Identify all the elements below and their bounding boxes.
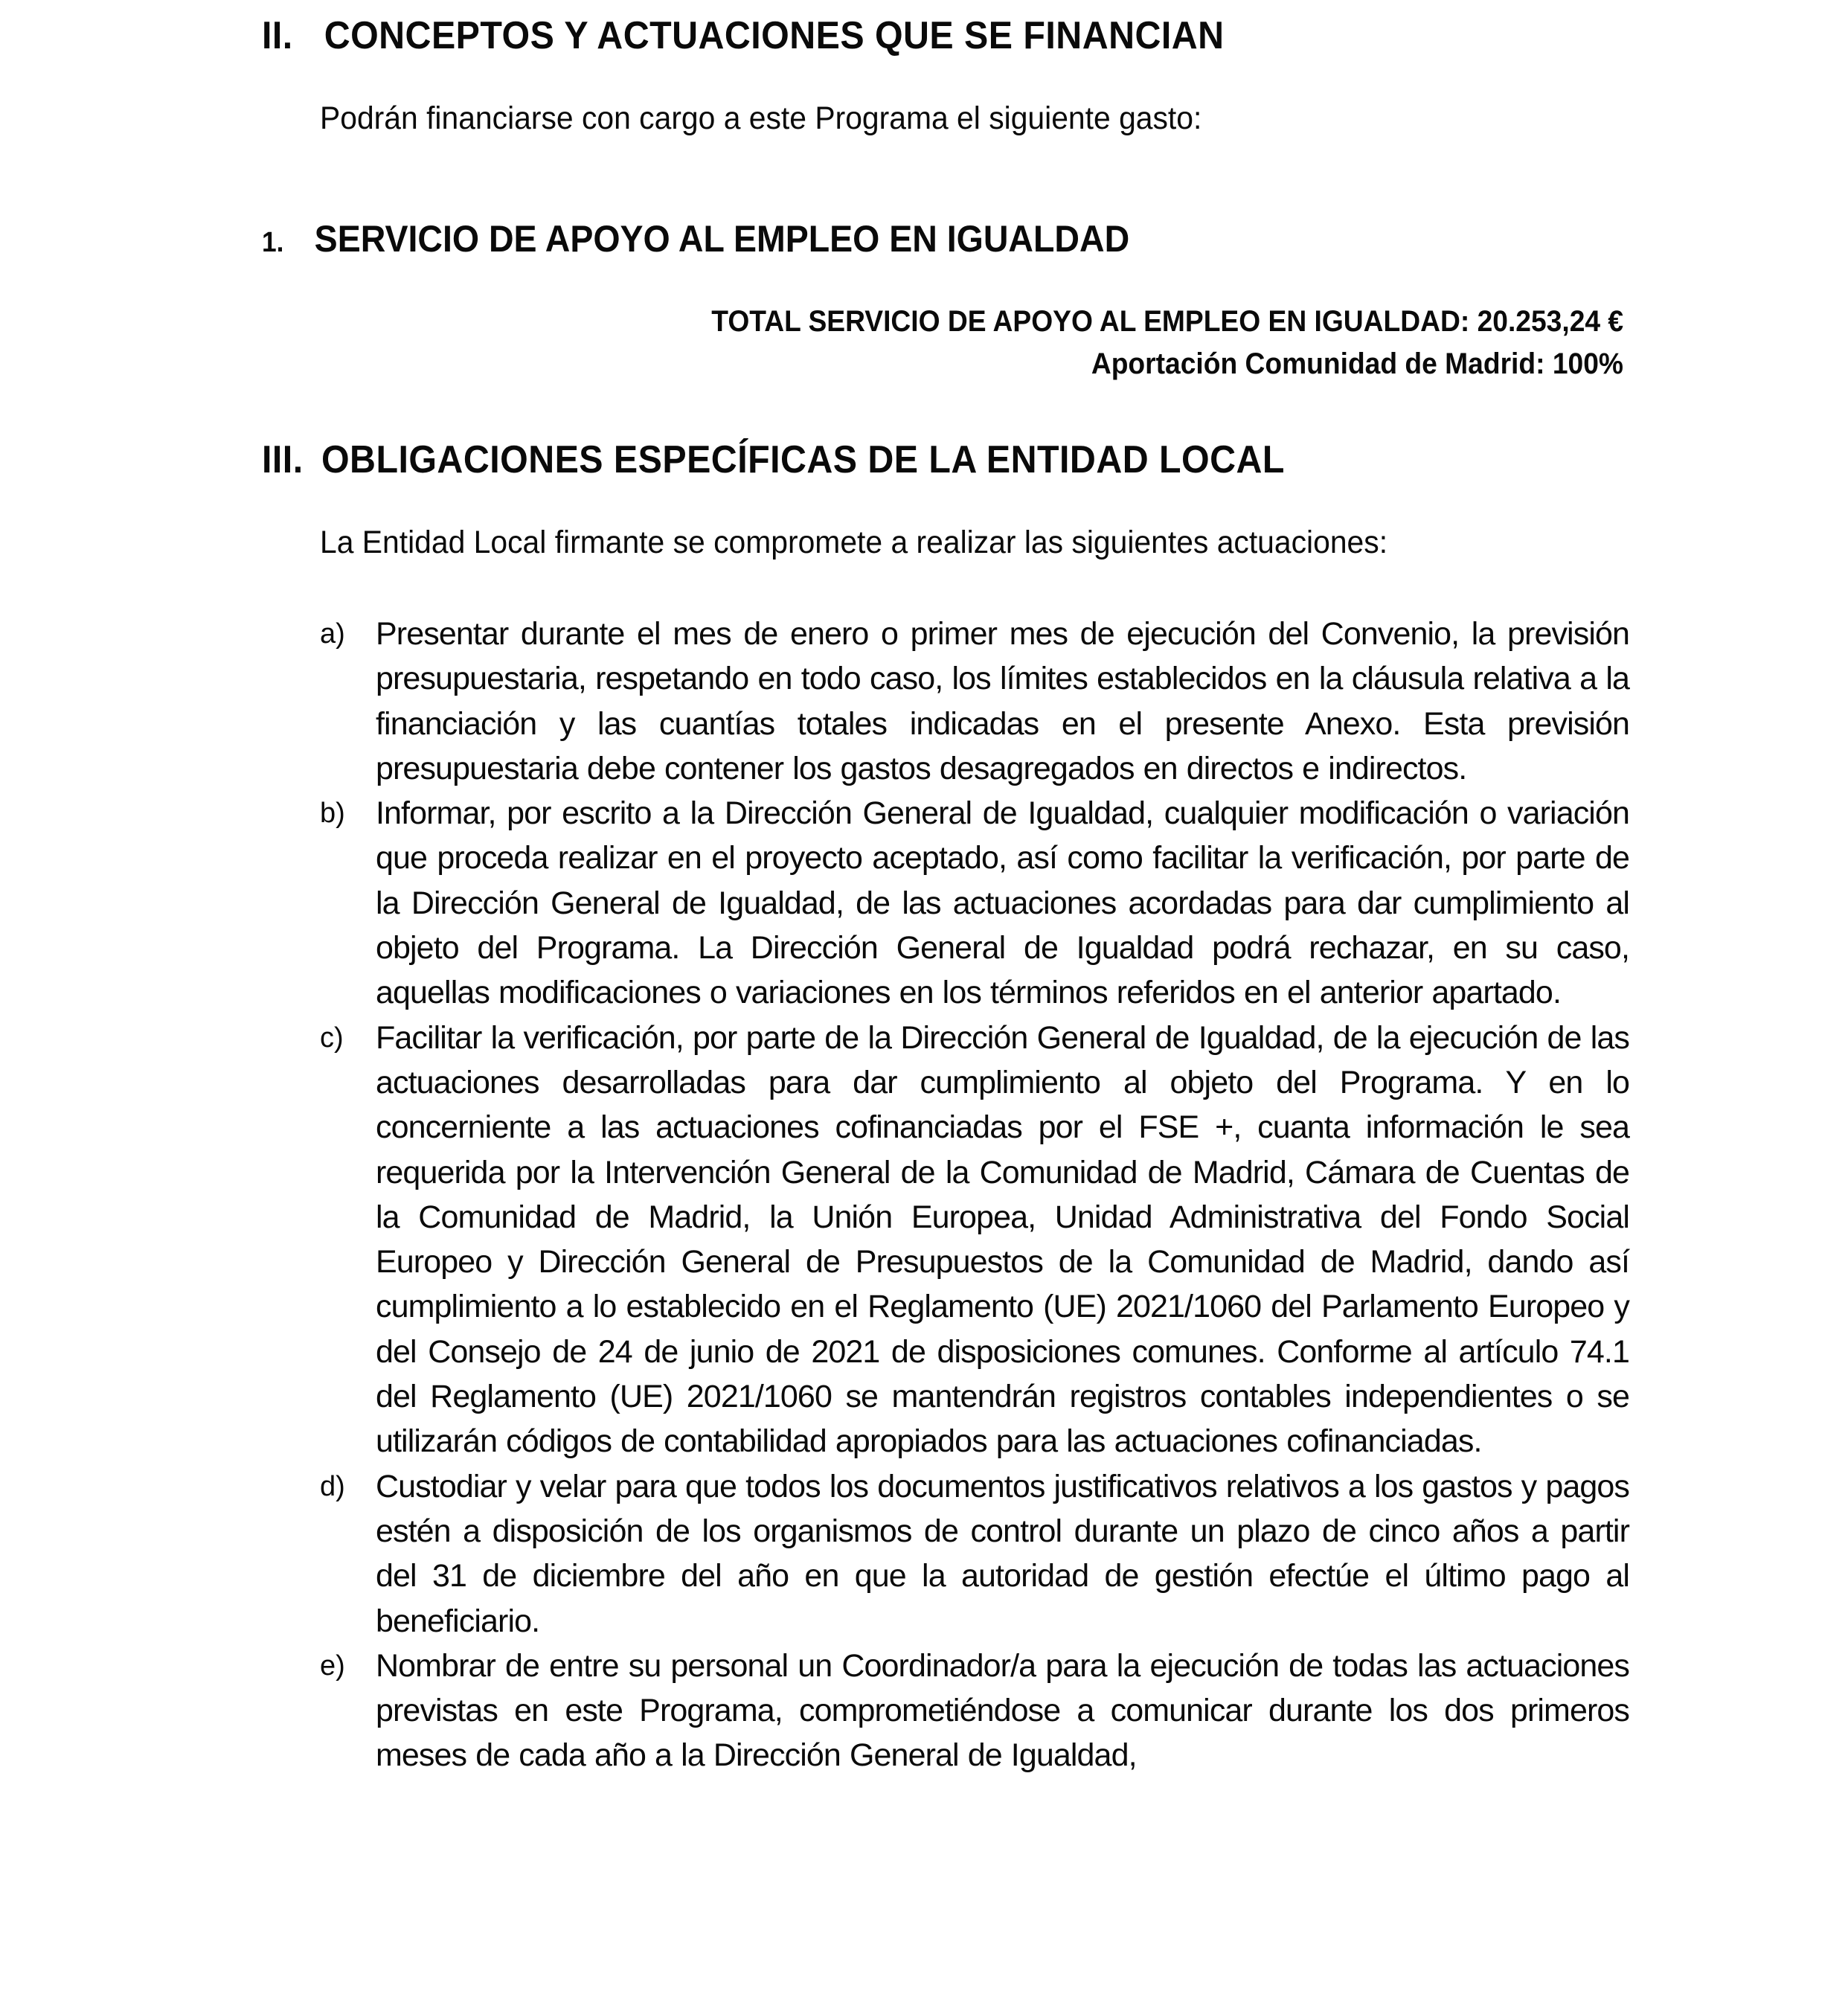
item-text: Informar, por escrito a la Dirección General de Igualdad, cualquier modificación o variación que proceda realizar en el proyecto aceptado, así como facilitar la verificación, por parte de la Dirección General de Igualdad, de las actuaciones acordadas para dar cumplimiento al objeto del Programa. La Dirección General de Igualdad podrá rechazar, en su caso, aquellas modificaciones o variaciones en los términos referidos en el anterior apartado.: [376, 795, 1629, 1011]
obligations-list: [320, 612, 1629, 1778]
section-title: OBLIGACIONES ESPECÍFICAS DE LA ENTIDAD LOCAL: [321, 438, 1285, 481]
list-item: [320, 1016, 1629, 1464]
list-item: [320, 612, 1629, 791]
item-text: Presentar durante el mes de enero o primer mes de ejecución del Convenio, la previsión presupuestaria, respetando en todo caso, los límites establecidos en la cláusula relativa a la financiación y las cuantías totales indicadas en el presente Anexo. Esta previsión presupuestaria debe contener los gastos desagregados en directos e indirectos.: [376, 616, 1629, 786]
section-ii-intro: Podrán financiarse con cargo a este Programa el siguiente gasto:: [320, 100, 1202, 136]
service-title: SERVICIO DE APOYO AL EMPLEO EN IGUALDAD: [314, 218, 1130, 260]
total-amount: 20.253,24 €: [1477, 305, 1623, 338]
item-label: a): [320, 618, 345, 650]
section-iii-intro: La Entidad Local firmante se compromete a realizar las siguientes actuaciones:: [320, 525, 1388, 560]
item-label: b): [320, 798, 345, 830]
list-item: [320, 791, 1629, 1015]
total-label: TOTAL SERVICIO DE APOYO AL EMPLEO EN IGUALDAD:: [711, 305, 1470, 338]
item-label: d): [320, 1470, 345, 1502]
list-item: [320, 1644, 1629, 1778]
item-label: e): [320, 1650, 345, 1682]
section-number: II.: [262, 14, 293, 57]
contribution-label: Aportación Comunidad de Madrid:: [1091, 347, 1545, 380]
section-title: CONCEPTOS Y ACTUACIONES QUE SE FINANCIAN: [324, 14, 1225, 57]
list-item: [320, 1464, 1629, 1644]
section-number: III.: [262, 438, 304, 481]
item-label: c): [320, 1022, 344, 1054]
section-iii-heading: [262, 437, 1285, 482]
item-text: Facilitar la verificación, por parte de la Dirección General de Igualdad, de la ejecución de las actuaciones desarrolladas para dar cumplimiento al objeto del Programa. Y en lo concerniente a las actuaciones cofinanciadas por el FSE +, cuanta información le sea requerida por la Intervención General de la Comunidad de Madrid, Cámara de Cuentas de la Comunidad de Madrid, la Unión Europea, Unidad Administrativa del Fondo Social Europeo y Dirección General de Presupuestos de la Comunidad de Madrid, dando así cumplimiento a lo establecido en el Reglamento (UE) 2021/1060 del Parlamento Europeo y del Consejo de 24 de junio de 2021 de disposiciones comunes. Conforme al artículo 74.1 del Reglamento (UE) 2021/1060 se mantendrán registros contables independientes o se utilizarán códigos de contabilidad apropiados para las actuaciones cofinanciadas.: [376, 1019, 1629, 1460]
section-ii-heading: [262, 13, 1225, 58]
service-number: 1.: [262, 227, 284, 258]
service-heading: [262, 217, 1129, 260]
item-text: Nombrar de entre su personal un Coordinador/a para la ejecución de todas las actuaciones previstas en este Programa, comprometiéndose a comunicar durante los dos primeros meses de cada año a la Dirección General de Igualdad,: [376, 1647, 1629, 1774]
service-total: [711, 305, 1623, 339]
item-text: Custodiar y velar para que todos los documentos justificativos relativos a los gastos y pagos estén a disposición de los organismos de control durante un plazo de cinco años a partir del 31 de diciembre del año en que la autoridad de gestión efectúe el último pago al beneficiario.: [376, 1468, 1629, 1639]
contribution-percent: 100%: [1552, 347, 1623, 380]
service-contribution: [1091, 347, 1623, 381]
